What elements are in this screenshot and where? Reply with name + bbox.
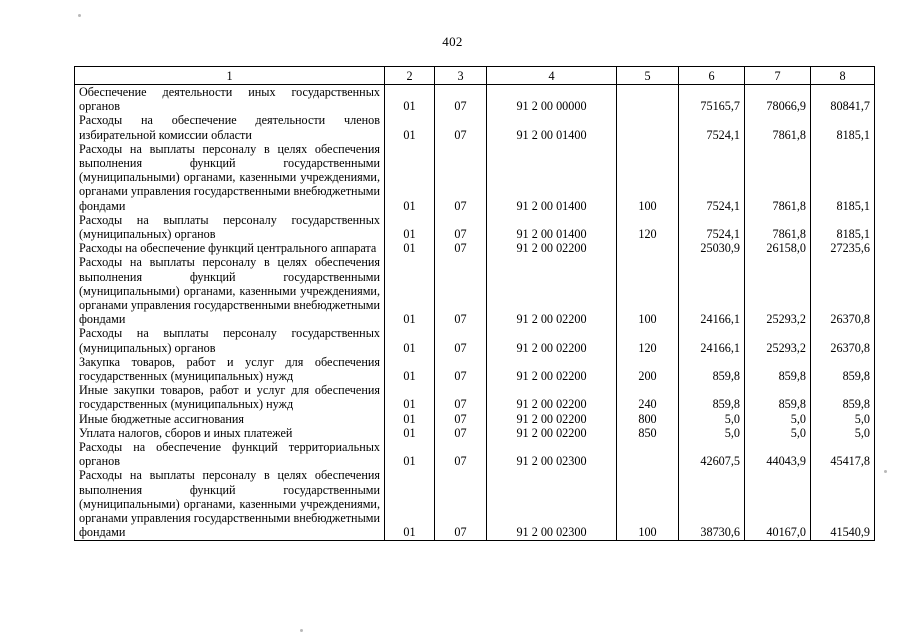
table-body — [75, 85, 875, 541]
table-row — [75, 412, 875, 426]
table-header-row — [75, 67, 875, 85]
expense-type-code: 800 — [617, 412, 679, 426]
section-code: 01 — [385, 426, 435, 440]
section-code: 01 — [385, 468, 435, 540]
amount-year-3: 8185,1 — [811, 142, 875, 213]
section-code: 01 — [385, 241, 435, 255]
amount-year-3: 5,0 — [811, 426, 875, 440]
subsection-code: 07 — [435, 326, 487, 354]
amount-year-3: 45417,8 — [811, 440, 875, 468]
amount-year-2: 5,0 — [745, 412, 811, 426]
amount-year-1: 7524,1 — [679, 213, 745, 241]
target-code: 91 2 00 01400 — [487, 142, 617, 213]
section-code: 01 — [385, 355, 435, 383]
table-row — [75, 440, 875, 468]
table-row — [75, 355, 875, 383]
subsection-code: 07 — [435, 255, 487, 326]
expense-type-code: 100 — [617, 255, 679, 326]
page-number: 402 — [442, 34, 463, 49]
column-header-7: 7 — [745, 67, 811, 85]
expense-type-code: 850 — [617, 426, 679, 440]
subsection-code: 07 — [435, 468, 487, 540]
column-header-4: 4 — [487, 67, 617, 85]
table-header — [75, 67, 875, 85]
amount-year-3: 5,0 — [811, 412, 875, 426]
amount-year-3: 859,8 — [811, 355, 875, 383]
subsection-code: 07 — [435, 142, 487, 213]
amount-year-2: 26158,0 — [745, 241, 811, 255]
amount-year-3: 26370,8 — [811, 326, 875, 354]
amount-year-1: 5,0 — [679, 412, 745, 426]
table-row — [75, 426, 875, 440]
column-header-8: 8 — [811, 67, 875, 85]
subsection-code: 07 — [435, 426, 487, 440]
amount-year-2: 7861,8 — [745, 113, 811, 141]
expense-type-code: 100 — [617, 468, 679, 540]
amount-year-3: 8185,1 — [811, 213, 875, 241]
table-row — [75, 213, 875, 241]
subsection-code: 07 — [435, 440, 487, 468]
scan-artifact-dot — [78, 14, 81, 17]
amount-year-1: 859,8 — [679, 355, 745, 383]
row-label: Расходы на выплаты персоналу в целях обеспечения выполнения функций государственными (муниципальными) органами, казенными учреждениями, органами управления государственными внебюджетными фондами — [75, 468, 385, 540]
amount-year-1: 24166,1 — [679, 255, 745, 326]
subsection-code: 07 — [435, 241, 487, 255]
amount-year-1: 7524,1 — [679, 113, 745, 141]
amount-year-1: 38730,6 — [679, 468, 745, 540]
target-code: 91 2 00 02200 — [487, 383, 617, 411]
row-label: Уплата налогов, сборов и иных платежей — [75, 426, 385, 440]
amount-year-2: 859,8 — [745, 355, 811, 383]
section-code: 01 — [385, 326, 435, 354]
row-label: Обеспечение деятельности иных государственных органов — [75, 85, 385, 114]
section-code: 01 — [385, 412, 435, 426]
target-code: 91 2 00 00000 — [487, 85, 617, 114]
target-code: 91 2 00 02300 — [487, 440, 617, 468]
section-code: 01 — [385, 440, 435, 468]
column-header-1: 1 — [75, 67, 385, 85]
amount-year-3: 8185,1 — [811, 113, 875, 141]
target-code: 91 2 00 01400 — [487, 113, 617, 141]
target-code: 91 2 00 02300 — [487, 468, 617, 540]
amount-year-2: 7861,8 — [745, 142, 811, 213]
target-code: 91 2 00 02200 — [487, 255, 617, 326]
budget-table-container — [74, 66, 874, 541]
expense-type-code — [617, 241, 679, 255]
amount-year-1: 5,0 — [679, 426, 745, 440]
table-row — [75, 255, 875, 326]
amount-year-1: 25030,9 — [679, 241, 745, 255]
expense-type-code — [617, 113, 679, 141]
amount-year-1: 24166,1 — [679, 326, 745, 354]
amount-year-3: 80841,7 — [811, 85, 875, 114]
row-label: Расходы на обеспечение функций центрального аппарата — [75, 241, 385, 255]
expense-type-code: 200 — [617, 355, 679, 383]
amount-year-3: 26370,8 — [811, 255, 875, 326]
column-header-2: 2 — [385, 67, 435, 85]
subsection-code: 07 — [435, 412, 487, 426]
table-row — [75, 326, 875, 354]
row-label: Расходы на обеспечение функций территориальных органов — [75, 440, 385, 468]
amount-year-3: 859,8 — [811, 383, 875, 411]
amount-year-2: 5,0 — [745, 426, 811, 440]
table-row — [75, 383, 875, 411]
section-code: 01 — [385, 142, 435, 213]
row-label: Закупка товаров, работ и услуг для обеспечения государственных (муниципальных) нужд — [75, 355, 385, 383]
budget-table — [74, 66, 875, 541]
table-row — [75, 468, 875, 540]
amount-year-2: 25293,2 — [745, 255, 811, 326]
section-code: 01 — [385, 255, 435, 326]
expense-type-code: 240 — [617, 383, 679, 411]
amount-year-3: 27235,6 — [811, 241, 875, 255]
row-label: Расходы на обеспечение деятельности членов избирательной комиссии области — [75, 113, 385, 141]
target-code: 91 2 00 02200 — [487, 326, 617, 354]
amount-year-3: 41540,9 — [811, 468, 875, 540]
row-label: Расходы на выплаты персоналу государственных (муниципальных) органов — [75, 326, 385, 354]
scan-artifact-dot — [884, 470, 887, 473]
amount-year-2: 25293,2 — [745, 326, 811, 354]
subsection-code: 07 — [435, 213, 487, 241]
table-row — [75, 142, 875, 213]
expense-type-code: 120 — [617, 213, 679, 241]
section-code: 01 — [385, 85, 435, 114]
row-label: Расходы на выплаты персоналу в целях обеспечения выполнения функций государственными (муниципальными) органами, казенными учреждениями, органами управления государственными внебюджетными фондами — [75, 255, 385, 326]
amount-year-2: 44043,9 — [745, 440, 811, 468]
column-header-5: 5 — [617, 67, 679, 85]
expense-type-code: 120 — [617, 326, 679, 354]
table-row — [75, 85, 875, 114]
amount-year-1: 7524,1 — [679, 142, 745, 213]
target-code: 91 2 00 02200 — [487, 426, 617, 440]
amount-year-1: 75165,7 — [679, 85, 745, 114]
expense-type-code — [617, 440, 679, 468]
subsection-code: 07 — [435, 85, 487, 114]
table-row — [75, 113, 875, 141]
amount-year-2: 40167,0 — [745, 468, 811, 540]
row-label: Расходы на выплаты персоналу в целях обеспечения выполнения функций государственными (муниципальными) органами, казенными учреждениями, органами управления государственными внебюджетными фондами — [75, 142, 385, 213]
expense-type-code: 100 — [617, 142, 679, 213]
amount-year-1: 42607,5 — [679, 440, 745, 468]
target-code: 91 2 00 02200 — [487, 412, 617, 426]
scan-artifact-dot — [300, 629, 303, 632]
amount-year-2: 7861,8 — [745, 213, 811, 241]
section-code: 01 — [385, 383, 435, 411]
column-header-3: 3 — [435, 67, 487, 85]
subsection-code: 07 — [435, 113, 487, 141]
table-row — [75, 241, 875, 255]
subsection-code: 07 — [435, 355, 487, 383]
section-code: 01 — [385, 113, 435, 141]
subsection-code: 07 — [435, 383, 487, 411]
target-code: 91 2 00 02200 — [487, 355, 617, 383]
column-header-6: 6 — [679, 67, 745, 85]
row-label: Расходы на выплаты персоналу государственных (муниципальных) органов — [75, 213, 385, 241]
row-label: Иные закупки товаров, работ и услуг для обеспечения государственных (муниципальных) нужд — [75, 383, 385, 411]
target-code: 91 2 00 02200 — [487, 241, 617, 255]
row-label: Иные бюджетные ассигнования — [75, 412, 385, 426]
amount-year-1: 859,8 — [679, 383, 745, 411]
amount-year-2: 859,8 — [745, 383, 811, 411]
expense-type-code — [617, 85, 679, 114]
section-code: 01 — [385, 213, 435, 241]
amount-year-2: 78066,9 — [745, 85, 811, 114]
target-code: 91 2 00 01400 — [487, 213, 617, 241]
